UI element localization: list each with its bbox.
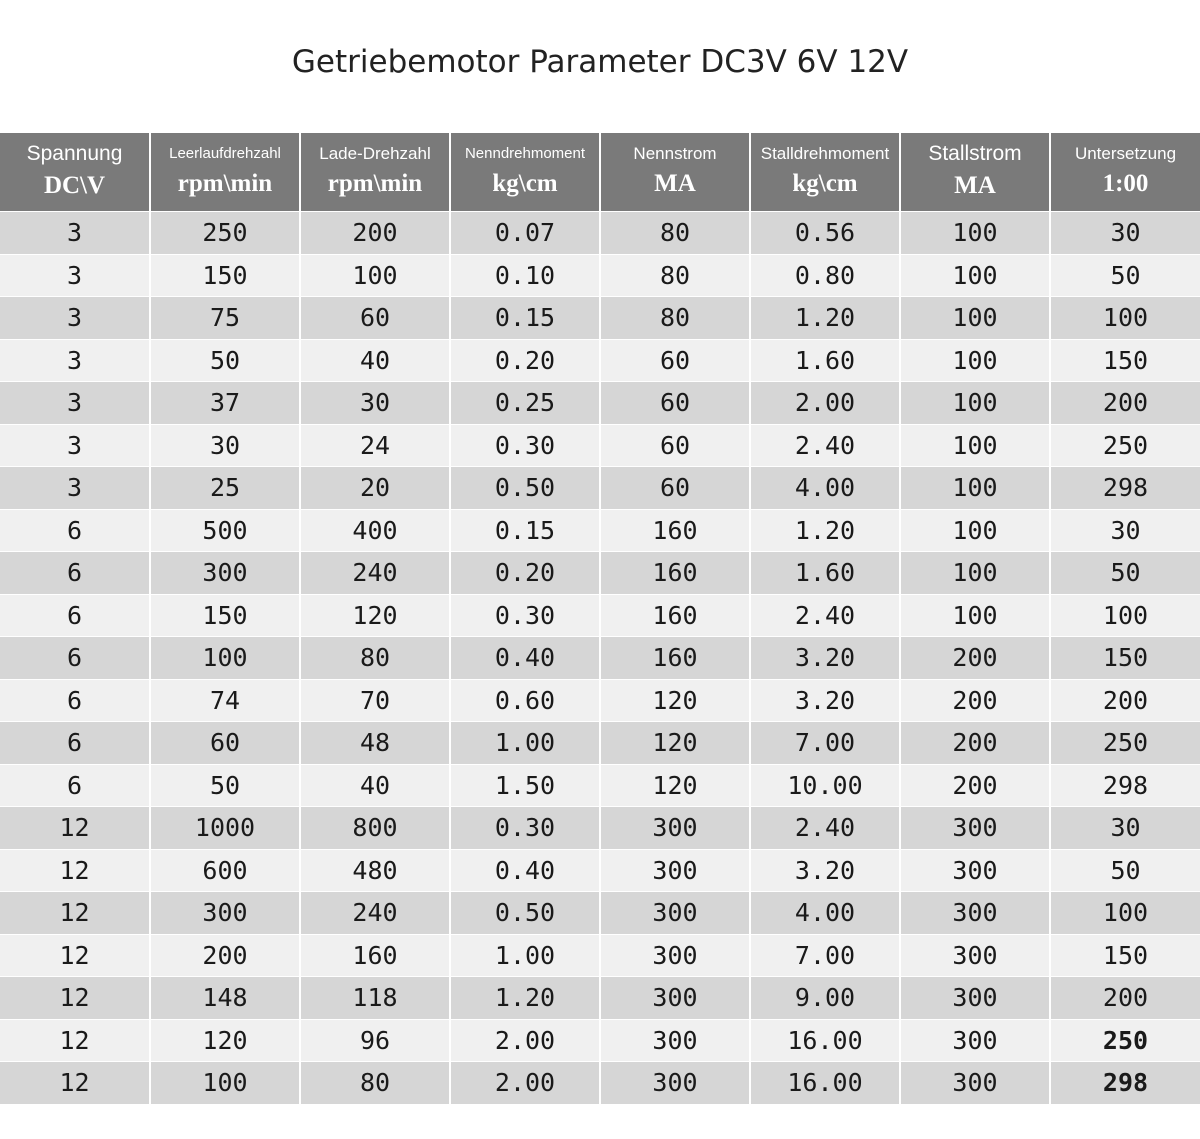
table-cell: 100	[1050, 594, 1200, 637]
table-row	[0, 509, 1200, 552]
table-cell: 3	[0, 212, 150, 255]
table-cell: 300	[600, 807, 750, 850]
column-header-unit: kg\cm	[792, 170, 858, 197]
table-cell: 75	[150, 297, 300, 340]
table-cell: 40	[300, 339, 450, 382]
table-row	[0, 722, 1200, 765]
table-cell: 80	[600, 254, 750, 297]
table-cell: 250	[1050, 722, 1200, 765]
table-cell: 0.56	[750, 212, 900, 255]
table-cell: 240	[300, 552, 450, 595]
table-cell: 6	[0, 637, 150, 680]
table-cell: 2.40	[750, 807, 900, 850]
table-cell: 0.15	[450, 297, 600, 340]
table-cell: 0.07	[450, 212, 600, 255]
column-header	[450, 133, 600, 212]
table-row	[0, 254, 1200, 297]
column-header-unit: 1:00	[1102, 170, 1149, 197]
table-cell: 6	[0, 552, 150, 595]
table-cell: 100	[900, 339, 1050, 382]
table-row	[0, 212, 1200, 255]
table-cell: 6	[0, 679, 150, 722]
table-row	[0, 1019, 1200, 1062]
table-cell: 0.50	[450, 892, 600, 935]
table-cell: 100	[900, 467, 1050, 510]
table-cell: 200	[150, 934, 300, 977]
table-cell: 12	[0, 1019, 150, 1062]
table-cell: 60	[600, 467, 750, 510]
table-cell: 2.00	[450, 1062, 600, 1105]
table-cell: 10.00	[750, 764, 900, 807]
table-cell: 37	[150, 382, 300, 425]
column-header	[750, 133, 900, 212]
table-header-row	[0, 133, 1200, 212]
table-row	[0, 552, 1200, 595]
column-header	[1050, 133, 1200, 212]
table-row	[0, 382, 1200, 425]
table-cell: 120	[150, 1019, 300, 1062]
column-header-unit: kg\cm	[492, 170, 558, 197]
column-header	[900, 133, 1050, 212]
table-cell: 148	[150, 977, 300, 1020]
table-cell: 40	[300, 764, 450, 807]
table-cell: 80	[600, 297, 750, 340]
table-cell: 96	[300, 1019, 450, 1062]
table-cell: 150	[150, 594, 300, 637]
table-cell: 300	[600, 849, 750, 892]
table-cell: 240	[300, 892, 450, 935]
table-cell: 12	[0, 934, 150, 977]
table-cell: 100	[900, 254, 1050, 297]
table-cell: 6	[0, 764, 150, 807]
table-cell: 160	[300, 934, 450, 977]
table-cell: 0.10	[450, 254, 600, 297]
table-cell: 50	[1050, 254, 1200, 297]
column-header-unit: rpm\min	[327, 170, 423, 197]
table-cell: 200	[900, 679, 1050, 722]
table-cell: 50	[150, 764, 300, 807]
table-cell: 12	[0, 849, 150, 892]
table-cell: 300	[600, 977, 750, 1020]
table-cell: 200	[1050, 977, 1200, 1020]
table-cell: 100	[900, 382, 1050, 425]
table-row	[0, 849, 1200, 892]
table-cell: 300	[600, 1019, 750, 1062]
table-cell: 12	[0, 1062, 150, 1105]
table-cell: 80	[300, 637, 450, 680]
column-header-unit: DC\V	[43, 172, 106, 199]
table-cell: 3.20	[750, 637, 900, 680]
table-row	[0, 934, 1200, 977]
table-row	[0, 679, 1200, 722]
table-cell: 1.20	[750, 509, 900, 552]
table-cell: 0.30	[450, 424, 600, 467]
table-cell: 120	[600, 722, 750, 765]
table-cell: 60	[600, 382, 750, 425]
table-cell: 74	[150, 679, 300, 722]
table-cell: 200	[900, 637, 1050, 680]
table-cell: 1.00	[450, 934, 600, 977]
parameter-table	[0, 133, 1200, 1105]
table-cell: 3	[0, 254, 150, 297]
table-cell: 298	[1050, 467, 1200, 510]
table-cell: 400	[300, 509, 450, 552]
table-cell: 0.25	[450, 382, 600, 425]
table-cell: 150	[1050, 934, 1200, 977]
table-cell: 100	[900, 552, 1050, 595]
table-cell: 6	[0, 722, 150, 765]
table-cell: 0.30	[450, 594, 600, 637]
table-cell: 300	[150, 892, 300, 935]
table-cell: 1.20	[750, 297, 900, 340]
table-cell: 2.00	[750, 382, 900, 425]
table-cell: 300	[900, 892, 1050, 935]
table-cell: 300	[600, 892, 750, 935]
column-header	[300, 133, 450, 212]
table-cell: 298	[1050, 1062, 1200, 1105]
table-cell: 2.40	[750, 594, 900, 637]
table-cell: 500	[150, 509, 300, 552]
table-cell: 200	[900, 722, 1050, 765]
table-cell: 0.60	[450, 679, 600, 722]
table-cell: 1.60	[750, 339, 900, 382]
table-cell: 60	[300, 297, 450, 340]
table-cell: 20	[300, 467, 450, 510]
table-cell: 100	[900, 297, 1050, 340]
table-cell: 120	[600, 679, 750, 722]
table-cell: 0.20	[450, 552, 600, 595]
table-row	[0, 1062, 1200, 1105]
column-header-unit: MA	[654, 170, 696, 197]
table-cell: 30	[1050, 212, 1200, 255]
table-cell: 25	[150, 467, 300, 510]
table-cell: 60	[600, 339, 750, 382]
table-cell: 100	[150, 637, 300, 680]
table-cell: 250	[1050, 424, 1200, 467]
table-cell: 800	[300, 807, 450, 850]
table-row	[0, 424, 1200, 467]
table-cell: 0.80	[750, 254, 900, 297]
table-cell: 50	[1050, 552, 1200, 595]
table-cell: 4.00	[750, 892, 900, 935]
table-cell: 3	[0, 382, 150, 425]
column-header-label: Stalldrehmoment	[760, 144, 890, 163]
table-cell: 50	[1050, 849, 1200, 892]
table-cell: 250	[150, 212, 300, 255]
table-cell: 200	[1050, 679, 1200, 722]
table-cell: 1.20	[450, 977, 600, 1020]
column-header-label: Leerlaufdrehzahl	[169, 145, 281, 162]
table-cell: 12	[0, 892, 150, 935]
table-cell: 30	[150, 424, 300, 467]
table-cell: 480	[300, 849, 450, 892]
table-cell: 16.00	[750, 1062, 900, 1105]
table-cell: 80	[300, 1062, 450, 1105]
table-cell: 150	[150, 254, 300, 297]
table-cell: 3	[0, 467, 150, 510]
table-cell: 200	[900, 764, 1050, 807]
table-cell: 30	[300, 382, 450, 425]
table-cell: 300	[900, 934, 1050, 977]
column-header-label: Spannung	[26, 142, 123, 165]
table-row	[0, 892, 1200, 935]
table-row	[0, 977, 1200, 1020]
column-header	[0, 133, 150, 212]
table-cell: 12	[0, 977, 150, 1020]
table-cell: 16.00	[750, 1019, 900, 1062]
table-cell: 0.40	[450, 849, 600, 892]
table-body	[0, 212, 1200, 1105]
table-cell: 300	[900, 807, 1050, 850]
table-cell: 160	[600, 637, 750, 680]
table-cell: 160	[600, 552, 750, 595]
column-header-unit: rpm\min	[177, 170, 273, 197]
table-cell: 60	[600, 424, 750, 467]
table-row	[0, 467, 1200, 510]
table-cell: 300	[600, 934, 750, 977]
table-cell: 118	[300, 977, 450, 1020]
table-cell: 100	[1050, 297, 1200, 340]
table-cell: 250	[1050, 1019, 1200, 1062]
table-cell: 300	[900, 1019, 1050, 1062]
table-cell: 1000	[150, 807, 300, 850]
table-cell: 600	[150, 849, 300, 892]
table-cell: 300	[150, 552, 300, 595]
table-cell: 120	[300, 594, 450, 637]
table-cell: 150	[1050, 339, 1200, 382]
table-cell: 70	[300, 679, 450, 722]
table-cell: 1.60	[750, 552, 900, 595]
table-row	[0, 297, 1200, 340]
column-header-label: Untersetzung	[1074, 144, 1177, 163]
table-cell: 300	[900, 977, 1050, 1020]
table-cell: 298	[1050, 764, 1200, 807]
table-cell: 1.00	[450, 722, 600, 765]
table-cell: 160	[600, 594, 750, 637]
table-row	[0, 807, 1200, 850]
table-cell: 50	[150, 339, 300, 382]
table-cell: 100	[900, 424, 1050, 467]
column-header-label: Lade-Drehzahl	[319, 144, 431, 163]
table-cell: 3	[0, 297, 150, 340]
table-cell: 100	[900, 509, 1050, 552]
table-row	[0, 764, 1200, 807]
table-cell: 120	[600, 764, 750, 807]
table-cell: 0.20	[450, 339, 600, 382]
table-cell: 80	[600, 212, 750, 255]
table-cell: 200	[300, 212, 450, 255]
table-cell: 60	[150, 722, 300, 765]
table-cell: 30	[1050, 807, 1200, 850]
table-cell: 1.50	[450, 764, 600, 807]
table-cell: 300	[900, 849, 1050, 892]
table-cell: 4.00	[750, 467, 900, 510]
column-header-label: Nennstrom	[633, 144, 717, 163]
table-cell: 300	[900, 1062, 1050, 1105]
table-cell: 3	[0, 339, 150, 382]
table-cell: 200	[1050, 382, 1200, 425]
table-cell: 100	[300, 254, 450, 297]
table-cell: 7.00	[750, 722, 900, 765]
table-cell: 300	[600, 1062, 750, 1105]
table-cell: 3.20	[750, 679, 900, 722]
table-cell: 24	[300, 424, 450, 467]
table-cell: 7.00	[750, 934, 900, 977]
table-cell: 48	[300, 722, 450, 765]
column-header-unit: MA	[954, 172, 996, 199]
table-cell: 3	[0, 424, 150, 467]
table-cell: 9.00	[750, 977, 900, 1020]
table-cell: 6	[0, 509, 150, 552]
table-row	[0, 637, 1200, 680]
column-header	[600, 133, 750, 212]
table-cell: 6	[0, 594, 150, 637]
table-cell: 150	[1050, 637, 1200, 680]
column-header-label: Stallstrom	[928, 142, 1022, 165]
table-cell: 2.00	[450, 1019, 600, 1062]
table-cell: 30	[1050, 509, 1200, 552]
table-cell: 0.15	[450, 509, 600, 552]
column-header-label: Nenndrehmoment	[464, 145, 586, 162]
table-cell: 160	[600, 509, 750, 552]
table-cell: 0.40	[450, 637, 600, 680]
table-cell: 3.20	[750, 849, 900, 892]
table-row	[0, 339, 1200, 382]
table-cell: 100	[1050, 892, 1200, 935]
table-cell: 12	[0, 807, 150, 850]
column-header	[150, 133, 300, 212]
page-title: Getriebemotor Parameter DC3V 6V 12V	[291, 44, 909, 80]
table-cell: 2.40	[750, 424, 900, 467]
table-cell: 100	[900, 594, 1050, 637]
table-cell: 100	[900, 212, 1050, 255]
table-cell: 0.50	[450, 467, 600, 510]
table-cell: 100	[150, 1062, 300, 1105]
table-cell: 0.30	[450, 807, 600, 850]
table-row	[0, 594, 1200, 637]
